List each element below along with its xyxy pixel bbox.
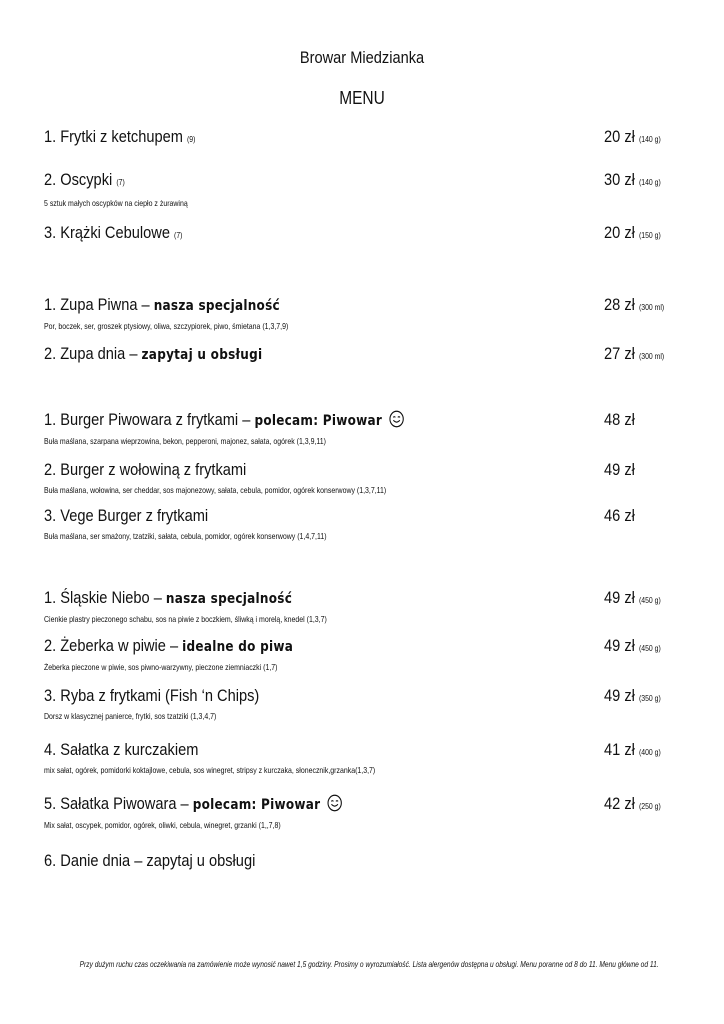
item-description: mix sałat, ogórek, pomidorki koktajlowe, cebula, sos winegret, stripsy z kurczaka, słonecznik,grzanka(1,3,7) [44,765,376,775]
item-title [44,410,404,431]
price-value: 20 zł [604,127,635,146]
item-allergens: (9) [187,135,196,144]
price-value: 49 zł [604,686,635,705]
item-name: 1. Zupa Piwna – [44,295,154,314]
item-name: 3. Krążki Cebulowe [44,223,170,242]
item-name: 4. Sałatka z kurczakiem [44,740,199,759]
menu-item [44,794,684,833]
item-tagline: polecam: Piwowar [192,797,321,813]
item-price [604,460,635,480]
footer-note: Przy dużym ruchu czas oczekiwania na zamówienie może wynosić nawet 1,5 godziny. Prosimy o wyrozumiałość. Lista alergenów dostępna u obsługi. Menu poranne od 8 do 11. Menu główne od 11. [79,959,659,969]
menu-item [44,344,684,365]
price-value: 49 zł [604,588,635,607]
item-description: Buła maślana, szarpana wieprzowina, bekon, pepperoni, majonez, sałata, ogórek (1,3,9,11) [44,436,326,446]
item-price [604,170,661,193]
item-price [604,794,661,817]
item-name: 1. Frytki z ketchupem [44,127,183,146]
menu-item [44,636,684,675]
item-price [604,740,661,763]
portion-size: (450 g) [638,596,661,605]
item-description: 5 sztuk małych oscypków na ciepło z żurawiną [44,198,188,208]
item-description: Cienkie plastry pieczonego schabu, sos na piwie z boczkiem, śliwką i morelą, knedel (1,3,7) [44,614,327,624]
item-name: 2. Burger z wołowiną z frytkami [44,460,247,479]
smiley-icon [327,794,342,812]
item-price [604,506,635,526]
item-title [44,223,182,246]
item-name: 3. Vege Burger z frytkami [44,506,209,525]
price-value: 48 zł [604,410,635,429]
item-allergens: (7) [174,231,183,240]
item-name: 2. Oscypki [44,170,113,189]
menu-title: MENU [339,88,385,108]
item-name: 2. Zupa dnia – [44,344,142,363]
item-allergens: (7) [116,178,125,187]
price-value: 49 zł [604,460,635,479]
price-value: 41 zł [604,740,635,759]
item-price [604,636,661,659]
portion-size: (250 g) [638,802,661,811]
item-price [604,127,661,150]
item-title [44,740,198,760]
menu-item [44,410,684,449]
item-title [44,686,259,706]
item-description: Buła maślana, ser smażony, tzatziki, sałata, cebula, pomidor, ogórek konserwowy (1,4,7,11) [44,531,327,541]
portion-size: (450 g) [638,644,661,653]
price-value: 20 zł [604,223,635,242]
item-description: Dorsz w klasycznej panierce, frytki, sos tzatziki (1,3,4,7) [44,711,217,721]
item-name: 1. Śląskie Niebo – [44,588,166,607]
item-title [44,295,280,316]
menu-item [44,170,684,211]
item-name: 5. Sałatka Piwowara – [44,794,193,813]
item-description: Mix sałat, oscypek, pomidor, ogórek, oliwki, cebula, winegret, grzanki (1,,7,8) [44,820,281,830]
item-name: 1. Burger Piwowara z frytkami – [44,410,255,429]
item-title [44,170,125,193]
menu-item [44,127,684,150]
item-tagline: polecam: Piwowar [254,413,383,429]
item-tagline: zapytaj u obsługi [141,347,263,363]
item-title [44,636,293,657]
portion-size: (400 g) [638,748,661,757]
portion-size: (140 g) [638,135,661,144]
price-value: 46 zł [604,506,635,525]
item-title [44,794,343,815]
item-tagline: idealne do piwa [182,639,294,655]
item-name: 2. Żeberka w piwie – [44,636,183,655]
smiley-icon [389,410,404,428]
price-value: 28 zł [604,295,635,314]
item-title [44,344,262,365]
item-name: 6. Danie dnia – zapytaj u obsługi [44,851,256,870]
item-title [44,506,208,526]
portion-size: (300 ml) [638,352,665,361]
item-price [604,295,664,318]
item-tagline: nasza specjalność [165,591,293,607]
price-value: 30 zł [604,170,635,189]
portion-size: (300 ml) [638,303,665,312]
price-value: 27 zł [604,344,635,363]
item-price [604,410,635,430]
menu-item [44,851,684,871]
menu-item [44,740,684,778]
item-description: Por, boczek, ser, groszek ptysiowy, oliwa, szczypiorek, piwo, śmietana (1,3,7,9) [44,321,289,331]
item-description: Żeberka pieczone w piwie, sos piwno-warzywny, pieczone ziemniaczki (1,7) [44,662,278,672]
restaurant-name: Browar Miedzianka [299,48,425,67]
portion-size: (150 g) [638,231,661,240]
portion-size: (140 g) [638,178,661,187]
menu-item [44,686,684,724]
menu-item [44,295,684,334]
menu-item [44,588,684,627]
item-price [604,223,661,246]
menu-item [44,506,684,544]
item-name: 3. Ryba z frytkami (Fish ‘n Chips) [44,686,260,705]
item-title [44,588,292,609]
item-price [604,344,664,367]
price-value: 42 zł [604,794,635,813]
item-tagline: nasza specjalność [153,298,280,314]
menu-item [44,223,684,246]
item-title [44,851,255,871]
item-description: Buła maślana, wołowina, ser cheddar, sos majonezowy, sałata, cebula, pomidor, ogórek konserwowy (1,3,7,11) [44,485,387,495]
price-value: 49 zł [604,636,635,655]
item-price [604,686,661,709]
item-price [604,588,661,611]
item-title [44,127,195,150]
item-title [44,460,246,480]
portion-size: (350 g) [638,694,661,703]
menu-item [44,460,684,498]
